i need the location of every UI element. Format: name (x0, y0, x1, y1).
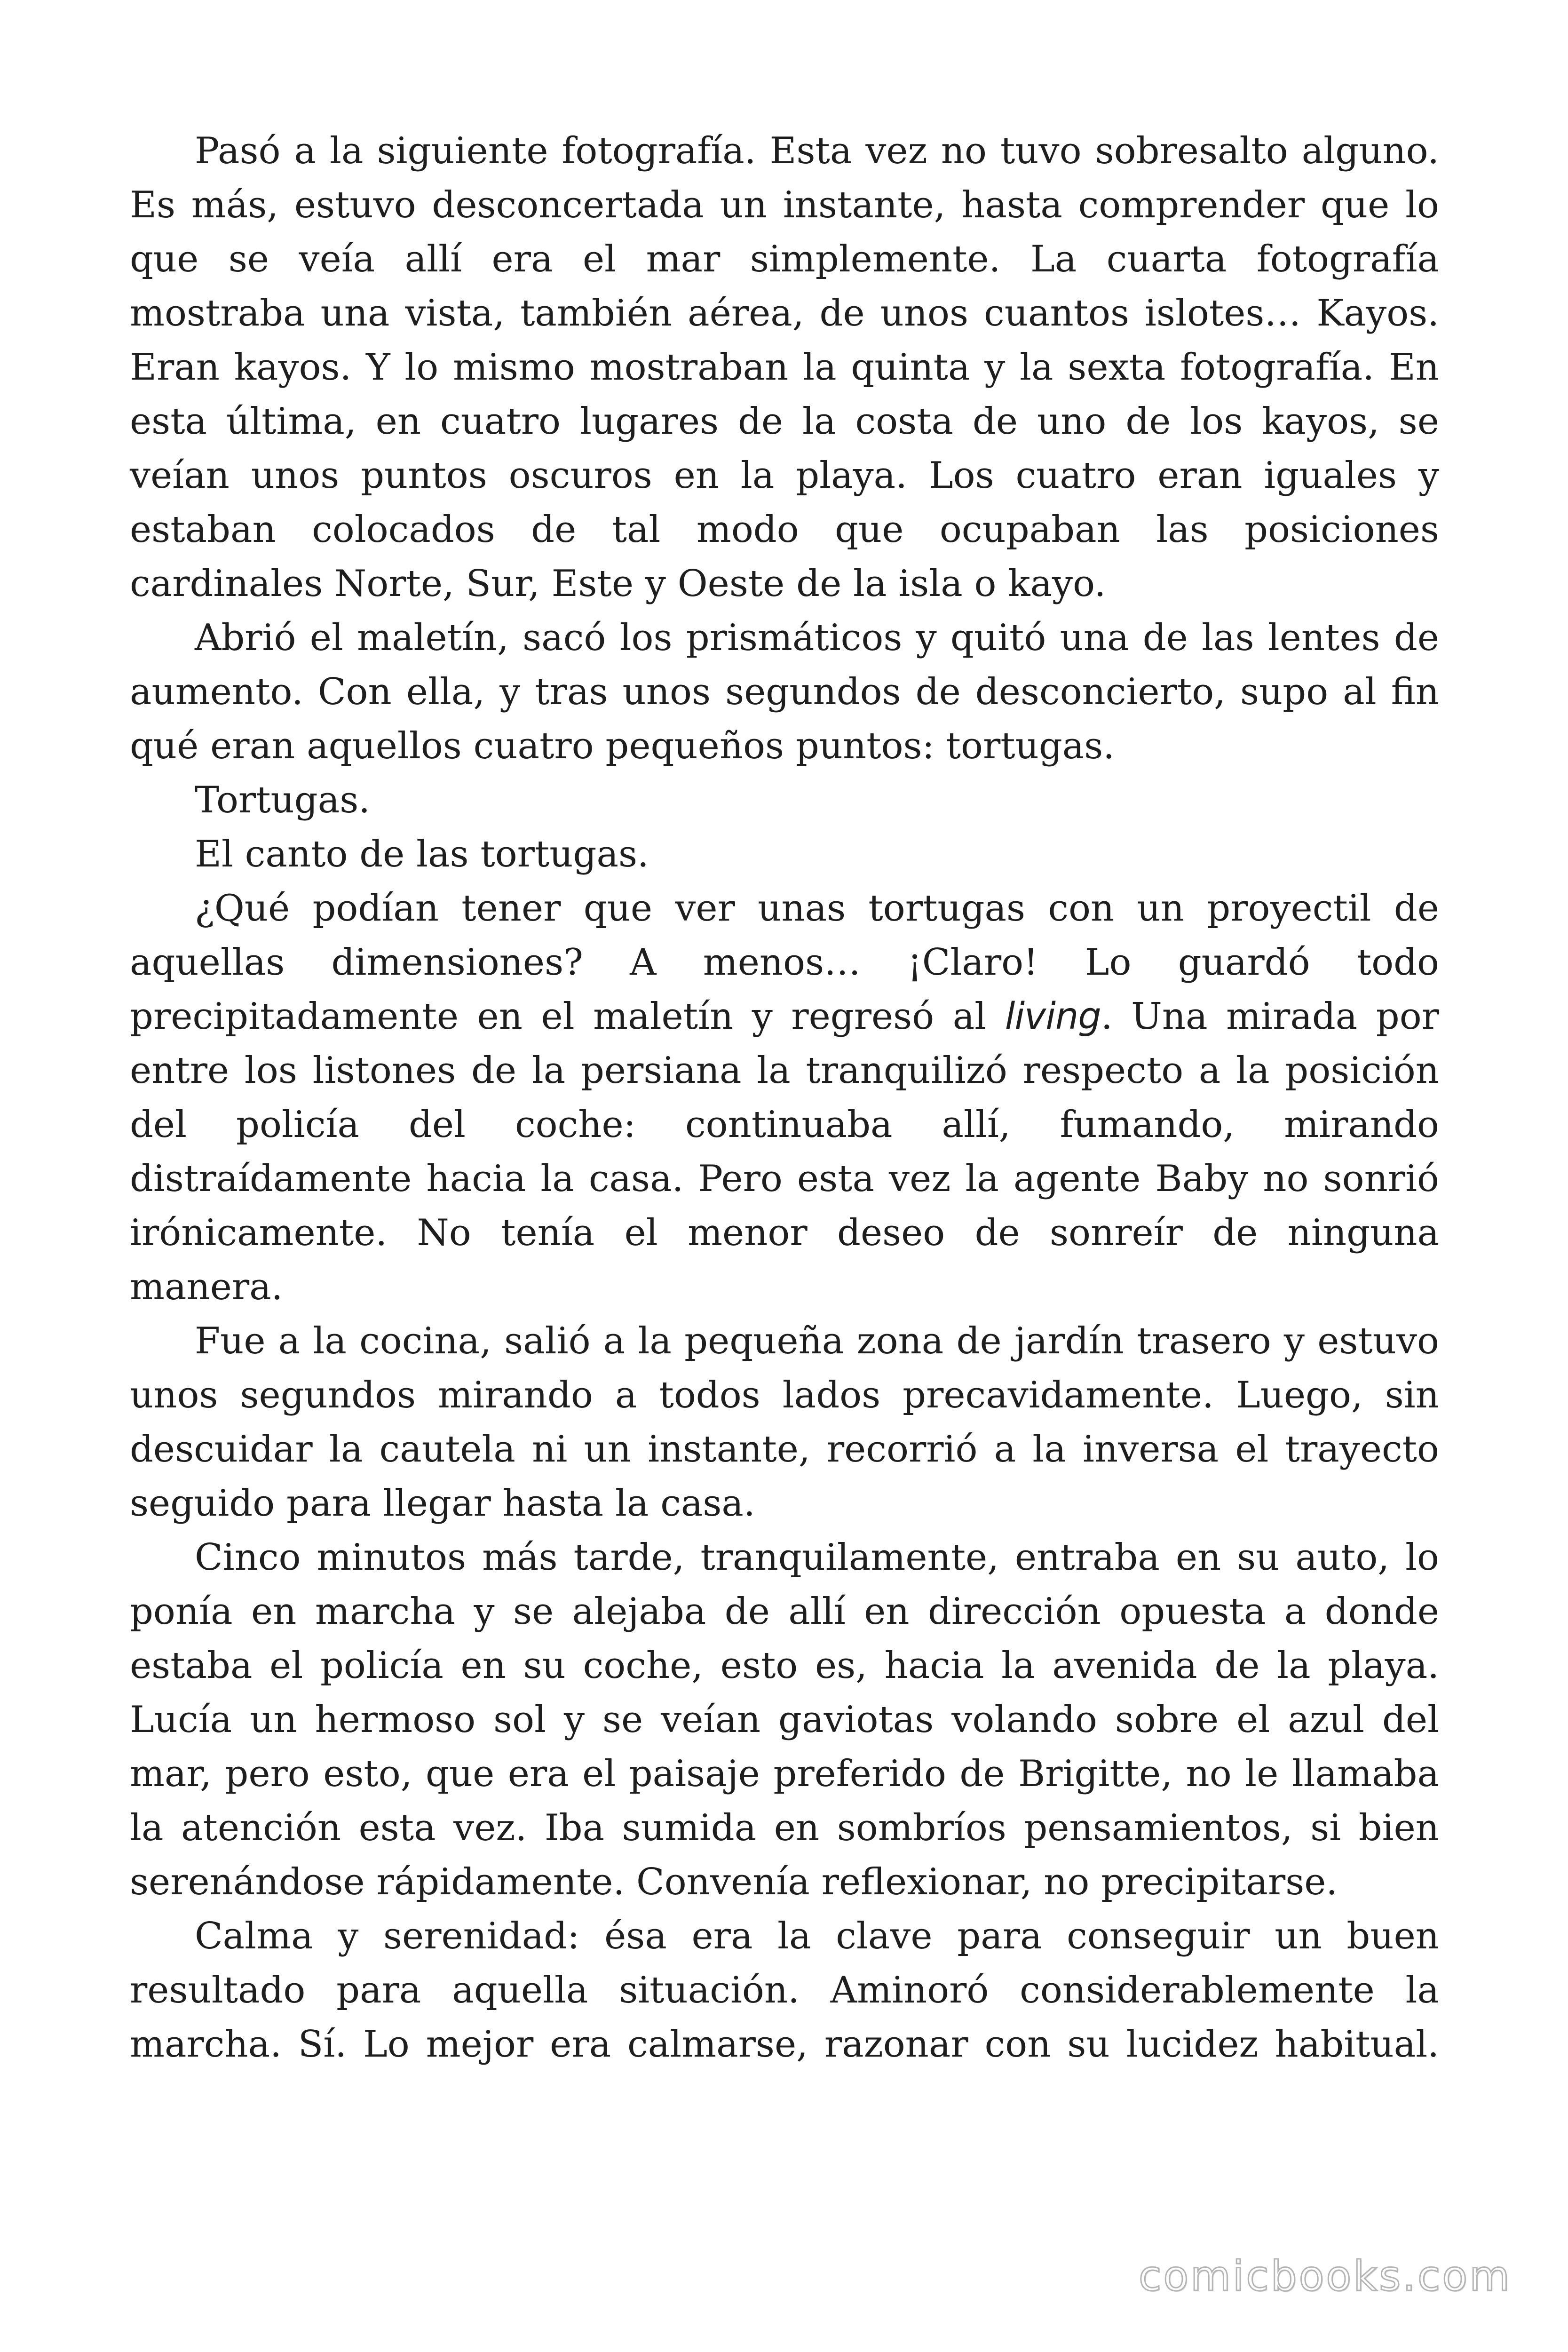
paragraph: Cinco minutos más tarde, tranquilamente, entraba en su auto, lo ponía en marcha y se alejaba de allí en dirección opuesta a donde estaba el policía en su coche, esto es, hacia la avenida de la playa. Lucía un hermoso sol y se veían gaviotas volando sobre el azul del mar, pero esto, que era el paisaje preferido de Brigitte, no le llamaba la atención esta vez. Iba sumida en sombríos pensamientos, si bien serenándose rápidamente. Convenía reflexionar, no precipitarse. (130, 1536, 1439, 1903)
paragraph: Abrió el maletín, sacó los prismáticos y quitó una de las lentes de aumento. Con ella, y tras unos segundos de desconcierto, supo al fin qué eran aquellos cuatro pequeños puntos: tortugas. (130, 617, 1439, 767)
paragraph: El canto de las tortugas. (195, 833, 649, 875)
emphasized-word: living (1005, 995, 1101, 1038)
paragraph-text: ¿Qué podían tener que ver unas tortugas con un proyectil de aquellas dimensiones? A menos… ¡Claro! Lo guardó todo precipitadamente en el maletín y regresó al (130, 887, 1439, 1038)
paragraph (130, 882, 1439, 1314)
paragraph-text: . Una mirada por entre los listones de la persiana la tranquilizó respecto a la posición del policía del coche: continuaba allí, fumando, mirando distraídamente hacia la casa. Pero esta vez la agente Baby no sonrió irónicamente. No tenía el menor deseo de sonreír de ninguna manera. (130, 995, 1439, 1308)
paragraph: Tortugas. (195, 779, 371, 821)
body-text (130, 124, 1439, 2072)
paragraph: Calma y serenidad: ésa era la clave para conseguir un buen resultado para aquella situación. Aminoró considerablemente la marcha. Sí. Lo mejor era calmarse, razonar con su lucidez habitual. (130, 1915, 1439, 2066)
paragraph: Pasó a la siguiente fotografía. Esta vez no tuvo sobresalto alguno. Es más, estuvo desconcertada un instante, hasta comprender que lo que se veía allí era el mar simplemente. La cuarta fotografía mostraba una vista, también aérea, de unos cuantos islotes… Kayos. Eran kayos. Y lo mismo mostraban la quinta y la sexta fotografía. En esta última, en cuatro lugares de la costa de uno de los kayos, se veían unos puntos oscuros en la playa. Los cuatro eran iguales y estaban colocados de tal modo que ocupaban las posiciones cardinales Norte, Sur, Este y Oeste de la isla o kayo. (130, 130, 1439, 605)
paragraph: Fue a la cocina, salió a la pequeña zona de jardín trasero y estuvo unos segundos mirando a todos lados precavidamente. Luego, sin descuidar la cautela ni un instante, recorrió a la inversa el trayecto seguido para llegar hasta la casa. (130, 1320, 1439, 1525)
watermark: comicbooks.com (1138, 2252, 1512, 2300)
